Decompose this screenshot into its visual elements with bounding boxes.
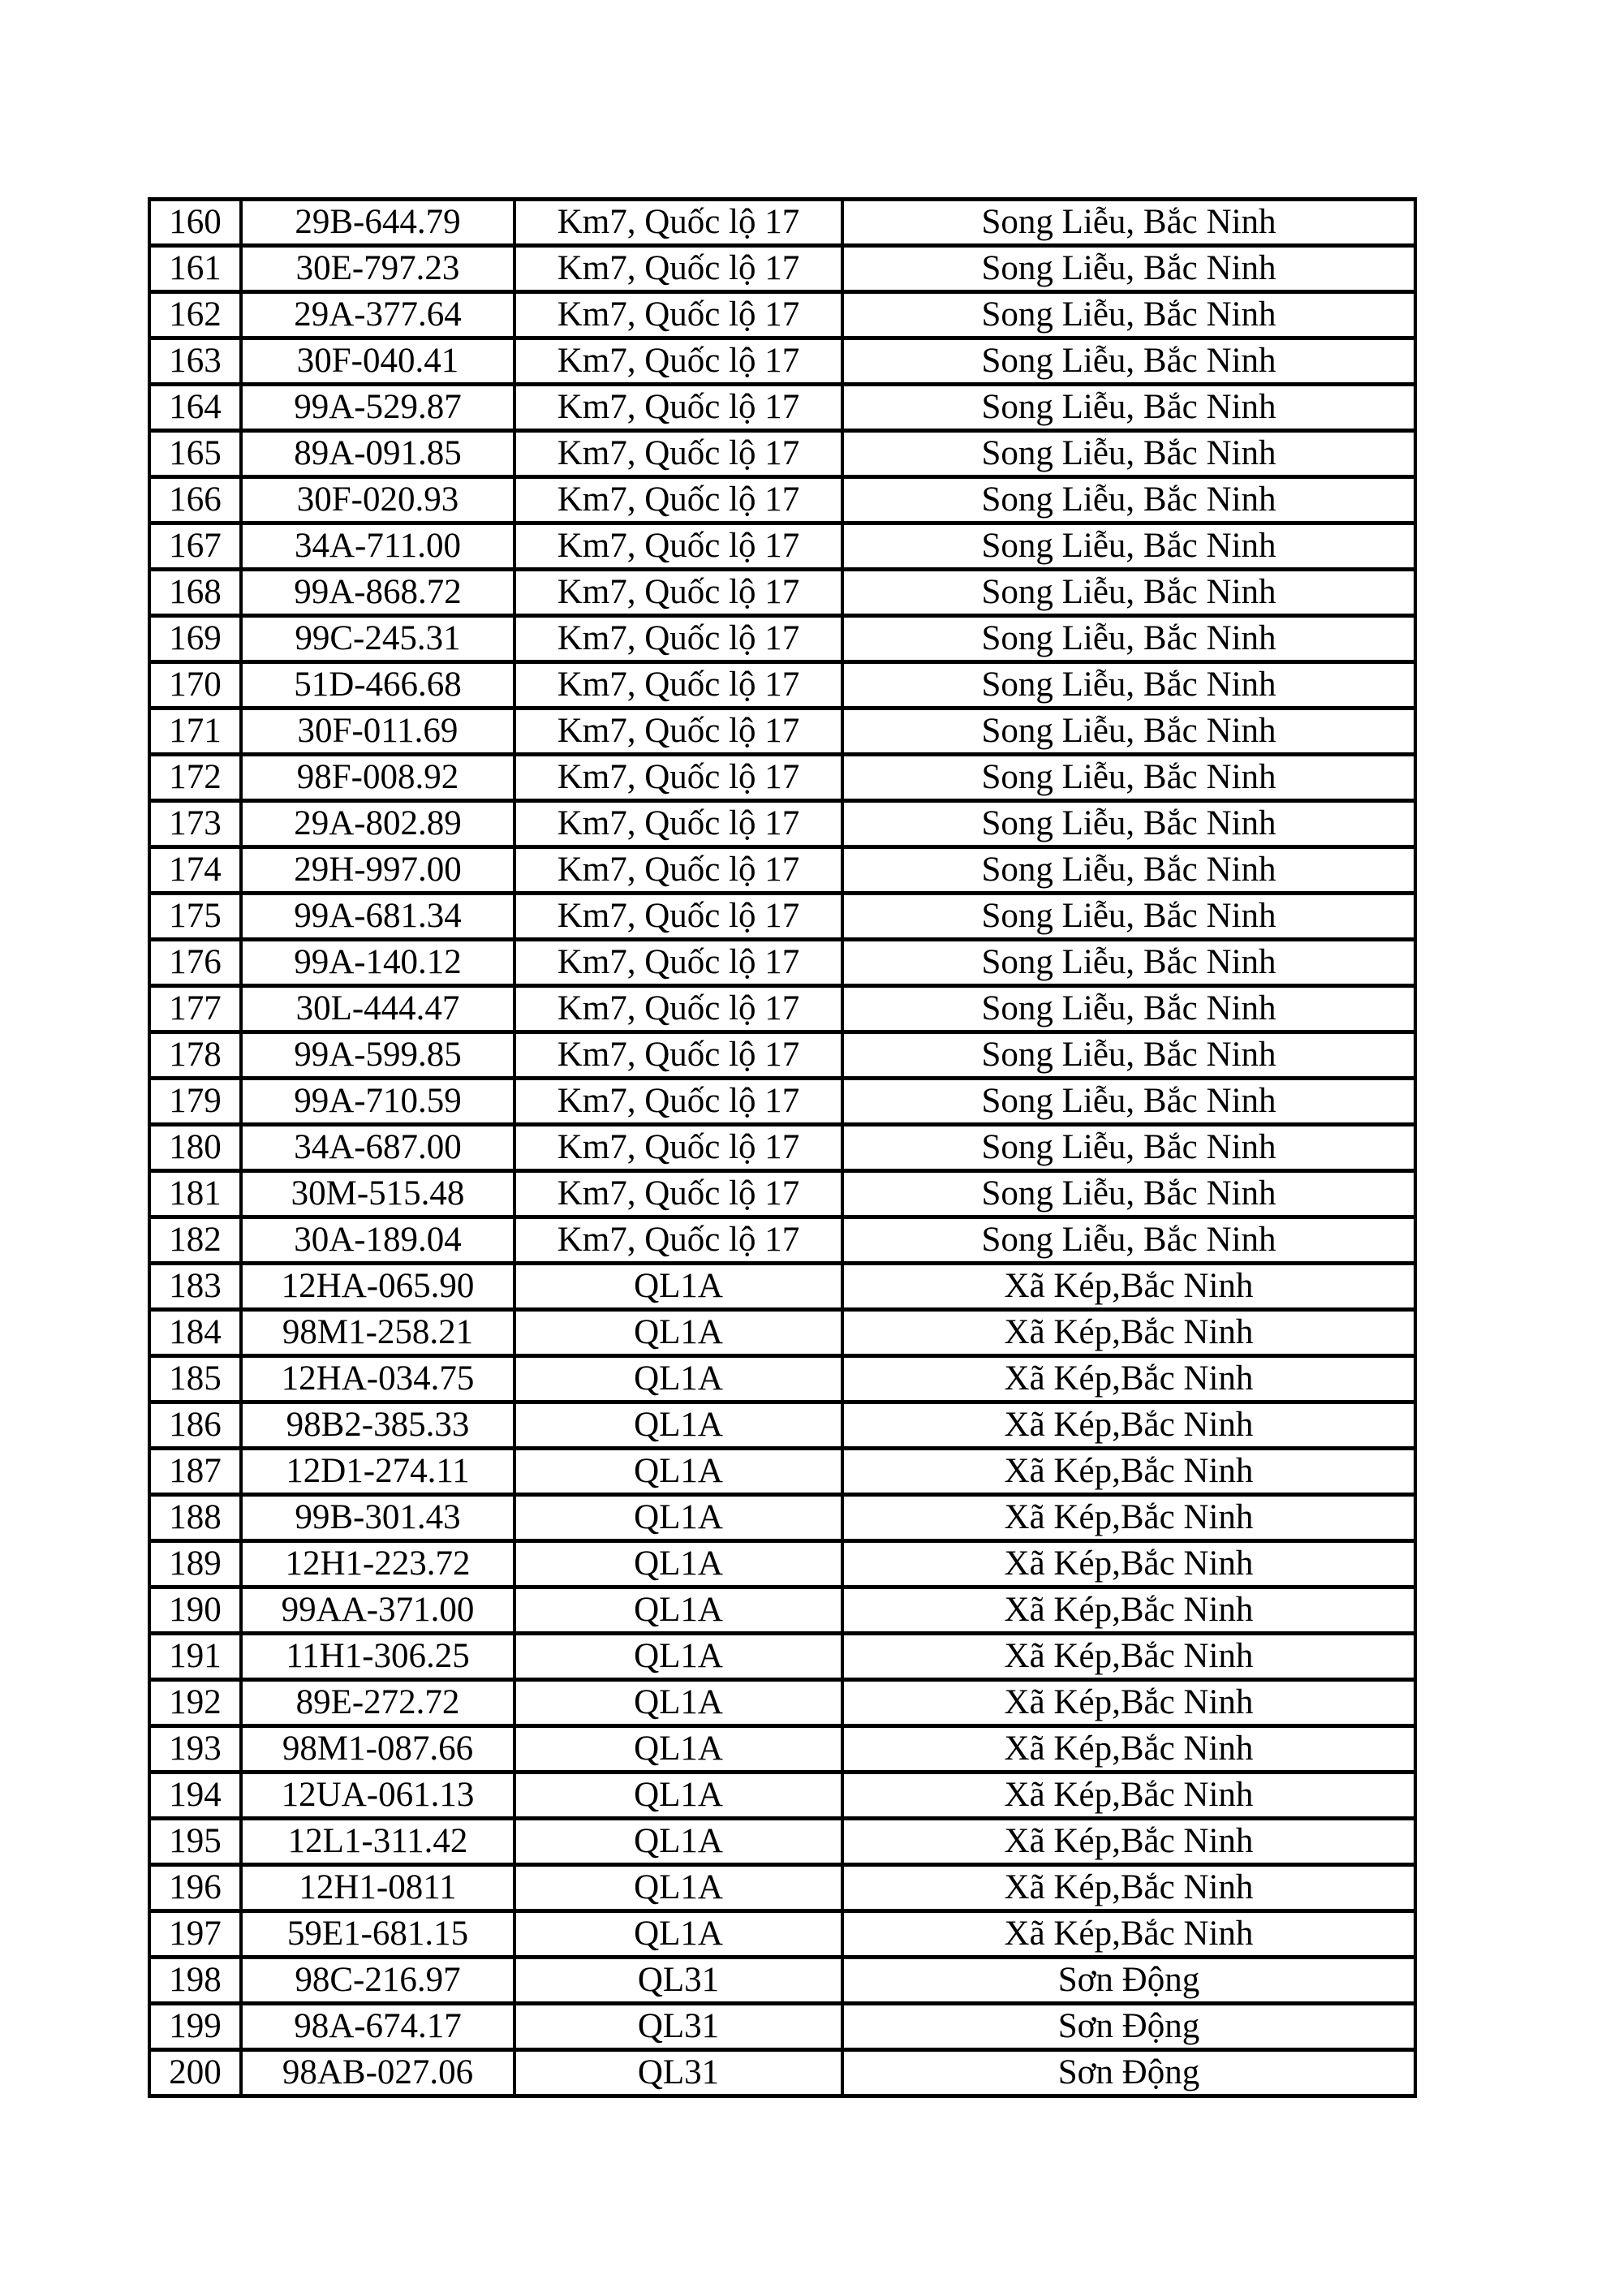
table-row [149, 1634, 1415, 1680]
location-cell: Xã Kép,Bắc Ninh [842, 1680, 1415, 1726]
location-cell: Song Liễu, Bắc Ninh [842, 246, 1415, 292]
row-number-cell: 184 [149, 1310, 241, 1356]
table-row [149, 1402, 1415, 1449]
table-row [149, 1541, 1415, 1587]
location-cell: Song Liễu, Bắc Ninh [842, 292, 1415, 338]
row-number-cell: 190 [149, 1587, 241, 1634]
license-plate-cell: 51D-466.68 [241, 662, 514, 709]
table-row [149, 894, 1415, 940]
license-plate-cell: 30F-040.41 [241, 338, 514, 385]
row-number-cell: 174 [149, 847, 241, 894]
route-cell: QL1A [514, 1495, 842, 1541]
table-row [149, 2004, 1415, 2050]
row-number-cell: 183 [149, 1264, 241, 1310]
license-plate-cell: 12HA-065.90 [241, 1264, 514, 1310]
license-plate-cell: 99AA-371.00 [241, 1587, 514, 1634]
row-number-cell: 194 [149, 1773, 241, 1819]
license-plate-cell: 99A-710.59 [241, 1079, 514, 1125]
location-cell: Song Liễu, Bắc Ninh [842, 1032, 1415, 1079]
license-plate-cell: 98C-216.97 [241, 1958, 514, 2004]
location-cell: Song Liễu, Bắc Ninh [842, 523, 1415, 570]
license-plate-cell: 99A-529.87 [241, 385, 514, 431]
location-cell: Xã Kép,Bắc Ninh [842, 1634, 1415, 1680]
location-cell: Sơn Động [842, 2050, 1415, 2096]
row-number-cell: 200 [149, 2050, 241, 2096]
row-number-cell: 173 [149, 801, 241, 847]
row-number-cell: 160 [149, 200, 241, 246]
location-cell: Song Liễu, Bắc Ninh [842, 431, 1415, 477]
location-cell: Song Liễu, Bắc Ninh [842, 477, 1415, 523]
location-cell: Xã Kép,Bắc Ninh [842, 1587, 1415, 1634]
location-cell: Song Liễu, Bắc Ninh [842, 1125, 1415, 1171]
route-cell: QL1A [514, 1819, 842, 1865]
license-plate-cell: 12H1-0811 [241, 1865, 514, 1911]
route-cell: Km7, Quốc lộ 17 [514, 477, 842, 523]
table-row [149, 570, 1415, 616]
row-number-cell: 199 [149, 2004, 241, 2050]
location-cell: Song Liễu, Bắc Ninh [842, 385, 1415, 431]
license-plate-cell: 30L-444.47 [241, 986, 514, 1032]
location-cell: Xã Kép,Bắc Ninh [842, 1449, 1415, 1495]
table-row [149, 1264, 1415, 1310]
location-cell: Xã Kép,Bắc Ninh [842, 1495, 1415, 1541]
table-row [149, 1726, 1415, 1773]
row-number-cell: 169 [149, 616, 241, 662]
row-number-cell: 188 [149, 1495, 241, 1541]
location-cell: Xã Kép,Bắc Ninh [842, 1819, 1415, 1865]
location-cell: Song Liễu, Bắc Ninh [842, 940, 1415, 986]
row-number-cell: 177 [149, 986, 241, 1032]
route-cell: Km7, Quốc lộ 17 [514, 616, 842, 662]
location-cell: Song Liễu, Bắc Ninh [842, 986, 1415, 1032]
table-row [149, 1587, 1415, 1634]
route-cell: Km7, Quốc lộ 17 [514, 292, 842, 338]
row-number-cell: 164 [149, 385, 241, 431]
location-cell: Song Liễu, Bắc Ninh [842, 570, 1415, 616]
route-cell: QL1A [514, 1865, 842, 1911]
route-cell: Km7, Quốc lộ 17 [514, 431, 842, 477]
location-cell: Song Liễu, Bắc Ninh [842, 709, 1415, 755]
license-plate-cell: 98A-674.17 [241, 2004, 514, 2050]
location-cell: Xã Kép,Bắc Ninh [842, 1773, 1415, 1819]
location-cell: Xã Kép,Bắc Ninh [842, 1911, 1415, 1958]
license-plate-cell: 30F-011.69 [241, 709, 514, 755]
route-cell: QL1A [514, 1726, 842, 1773]
license-plate-cell: 29A-802.89 [241, 801, 514, 847]
row-number-cell: 165 [149, 431, 241, 477]
table-row [149, 940, 1415, 986]
route-cell: Km7, Quốc lộ 17 [514, 894, 842, 940]
row-number-cell: 175 [149, 894, 241, 940]
route-cell: Km7, Quốc lộ 17 [514, 523, 842, 570]
location-cell: Song Liễu, Bắc Ninh [842, 200, 1415, 246]
table-row [149, 616, 1415, 662]
table-row [149, 1911, 1415, 1958]
route-cell: Km7, Quốc lộ 17 [514, 570, 842, 616]
license-plate-cell: 12UA-061.13 [241, 1773, 514, 1819]
route-cell: Km7, Quốc lộ 17 [514, 1217, 842, 1264]
location-cell: Sơn Động [842, 2004, 1415, 2050]
route-cell: QL1A [514, 1449, 842, 1495]
row-number-cell: 171 [149, 709, 241, 755]
location-cell: Song Liễu, Bắc Ninh [842, 662, 1415, 709]
route-cell: Km7, Quốc lộ 17 [514, 1032, 842, 1079]
table-row [149, 200, 1415, 246]
row-number-cell: 181 [149, 1171, 241, 1217]
table-row [149, 1495, 1415, 1541]
route-cell: QL31 [514, 2050, 842, 2096]
table-row [149, 2050, 1415, 2096]
location-cell: Song Liễu, Bắc Ninh [842, 894, 1415, 940]
row-number-cell: 163 [149, 338, 241, 385]
location-cell: Xã Kép,Bắc Ninh [842, 1356, 1415, 1402]
license-plate-cell: 34A-687.00 [241, 1125, 514, 1171]
location-cell: Xã Kép,Bắc Ninh [842, 1310, 1415, 1356]
route-cell: QL31 [514, 1958, 842, 2004]
table-row [149, 523, 1415, 570]
route-cell: Km7, Quốc lộ 17 [514, 801, 842, 847]
route-cell: Km7, Quốc lộ 17 [514, 385, 842, 431]
location-cell: Song Liễu, Bắc Ninh [842, 801, 1415, 847]
route-cell: Km7, Quốc lộ 17 [514, 1125, 842, 1171]
table-row [149, 1032, 1415, 1079]
row-number-cell: 172 [149, 755, 241, 801]
license-plate-cell: 98F-008.92 [241, 755, 514, 801]
table-row [149, 662, 1415, 709]
license-plate-cell: 34A-711.00 [241, 523, 514, 570]
license-plate-cell: 99A-599.85 [241, 1032, 514, 1079]
table-row [149, 292, 1415, 338]
license-plate-cell: 99B-301.43 [241, 1495, 514, 1541]
table-row [149, 246, 1415, 292]
row-number-cell: 197 [149, 1911, 241, 1958]
row-number-cell: 191 [149, 1634, 241, 1680]
table-row [149, 755, 1415, 801]
location-cell: Xã Kép,Bắc Ninh [842, 1264, 1415, 1310]
route-cell: QL1A [514, 1773, 842, 1819]
location-cell: Song Liễu, Bắc Ninh [842, 1079, 1415, 1125]
location-cell: Xã Kép,Bắc Ninh [842, 1726, 1415, 1773]
route-cell: QL1A [514, 1264, 842, 1310]
route-cell: Km7, Quốc lộ 17 [514, 709, 842, 755]
license-plate-cell: 98M1-087.66 [241, 1726, 514, 1773]
license-plate-cell: 99A-681.34 [241, 894, 514, 940]
route-cell: Km7, Quốc lộ 17 [514, 662, 842, 709]
row-number-cell: 189 [149, 1541, 241, 1587]
route-cell: QL1A [514, 1310, 842, 1356]
row-number-cell: 187 [149, 1449, 241, 1495]
license-plate-cell: 12HA-034.75 [241, 1356, 514, 1402]
license-plate-cell: 99A-140.12 [241, 940, 514, 986]
row-number-cell: 162 [149, 292, 241, 338]
table-row [149, 1217, 1415, 1264]
row-number-cell: 170 [149, 662, 241, 709]
license-plate-cell: 29A-377.64 [241, 292, 514, 338]
location-cell: Song Liễu, Bắc Ninh [842, 1171, 1415, 1217]
row-number-cell: 198 [149, 1958, 241, 2004]
table-row [149, 1449, 1415, 1495]
table-row [149, 801, 1415, 847]
location-cell: Sơn Động [842, 1958, 1415, 2004]
table-row [149, 847, 1415, 894]
table-row [149, 1171, 1415, 1217]
row-number-cell: 179 [149, 1079, 241, 1125]
location-cell: Song Liễu, Bắc Ninh [842, 616, 1415, 662]
route-cell: Km7, Quốc lộ 17 [514, 1171, 842, 1217]
license-plate-cell: 12D1-274.11 [241, 1449, 514, 1495]
table-row [149, 1310, 1415, 1356]
table-row [149, 477, 1415, 523]
location-cell: Song Liễu, Bắc Ninh [842, 338, 1415, 385]
row-number-cell: 168 [149, 570, 241, 616]
license-plate-cell: 99A-868.72 [241, 570, 514, 616]
row-number-cell: 196 [149, 1865, 241, 1911]
row-number-cell: 182 [149, 1217, 241, 1264]
license-plate-cell: 12L1-311.42 [241, 1819, 514, 1865]
license-plate-cell: 12H1-223.72 [241, 1541, 514, 1587]
row-number-cell: 186 [149, 1402, 241, 1449]
row-number-cell: 195 [149, 1819, 241, 1865]
row-number-cell: 167 [149, 523, 241, 570]
row-number-cell: 185 [149, 1356, 241, 1402]
route-cell: QL1A [514, 1356, 842, 1402]
table-row [149, 431, 1415, 477]
license-plate-cell: 30M-515.48 [241, 1171, 514, 1217]
location-cell: Song Liễu, Bắc Ninh [842, 755, 1415, 801]
route-cell: QL1A [514, 1680, 842, 1726]
row-number-cell: 180 [149, 1125, 241, 1171]
license-plate-cell: 11H1-306.25 [241, 1634, 514, 1680]
route-cell: QL1A [514, 1402, 842, 1449]
table-row [149, 1773, 1415, 1819]
route-cell: Km7, Quốc lộ 17 [514, 940, 842, 986]
table-row [149, 1958, 1415, 2004]
license-plate-cell: 29B-644.79 [241, 200, 514, 246]
route-cell: Km7, Quốc lộ 17 [514, 755, 842, 801]
route-cell: QL1A [514, 1541, 842, 1587]
route-cell: Km7, Quốc lộ 17 [514, 1079, 842, 1125]
license-plate-cell: 29H-997.00 [241, 847, 514, 894]
table-row [149, 338, 1415, 385]
license-plate-cell: 30E-797.23 [241, 246, 514, 292]
route-cell: QL1A [514, 1911, 842, 1958]
license-plate-cell: 30F-020.93 [241, 477, 514, 523]
route-cell: Km7, Quốc lộ 17 [514, 986, 842, 1032]
location-cell: Song Liễu, Bắc Ninh [842, 847, 1415, 894]
table-row [149, 1819, 1415, 1865]
route-cell: QL1A [514, 1634, 842, 1680]
table-row [149, 1079, 1415, 1125]
license-plate-cell: 59E1-681.15 [241, 1911, 514, 1958]
route-cell: Km7, Quốc lộ 17 [514, 246, 842, 292]
location-cell: Song Liễu, Bắc Ninh [842, 1217, 1415, 1264]
location-cell: Xã Kép,Bắc Ninh [842, 1541, 1415, 1587]
license-plate-cell: 99C-245.31 [241, 616, 514, 662]
route-cell: QL31 [514, 2004, 842, 2050]
route-cell: Km7, Quốc lộ 17 [514, 847, 842, 894]
location-cell: Xã Kép,Bắc Ninh [842, 1865, 1415, 1911]
route-cell: Km7, Quốc lộ 17 [514, 338, 842, 385]
table-row [149, 709, 1415, 755]
row-number-cell: 166 [149, 477, 241, 523]
license-plate-cell: 89A-091.85 [241, 431, 514, 477]
license-plate-cell: 98AB-027.06 [241, 2050, 514, 2096]
row-number-cell: 193 [149, 1726, 241, 1773]
row-number-cell: 192 [149, 1680, 241, 1726]
table-row [149, 1356, 1415, 1402]
table-row [149, 385, 1415, 431]
license-plate-cell: 98B2-385.33 [241, 1402, 514, 1449]
route-cell: Km7, Quốc lộ 17 [514, 200, 842, 246]
location-cell: Xã Kép,Bắc Ninh [842, 1402, 1415, 1449]
row-number-cell: 176 [149, 940, 241, 986]
row-number-cell: 178 [149, 1032, 241, 1079]
license-plate-cell: 30A-189.04 [241, 1217, 514, 1264]
table-row [149, 1125, 1415, 1171]
table-row [149, 1865, 1415, 1911]
table-row [149, 1680, 1415, 1726]
vehicle-plate-table [148, 197, 1417, 2098]
table-body [149, 200, 1415, 2096]
row-number-cell: 161 [149, 246, 241, 292]
table-row [149, 986, 1415, 1032]
route-cell: QL1A [514, 1587, 842, 1634]
license-plate-cell: 98M1-258.21 [241, 1310, 514, 1356]
license-plate-cell: 89E-272.72 [241, 1680, 514, 1726]
